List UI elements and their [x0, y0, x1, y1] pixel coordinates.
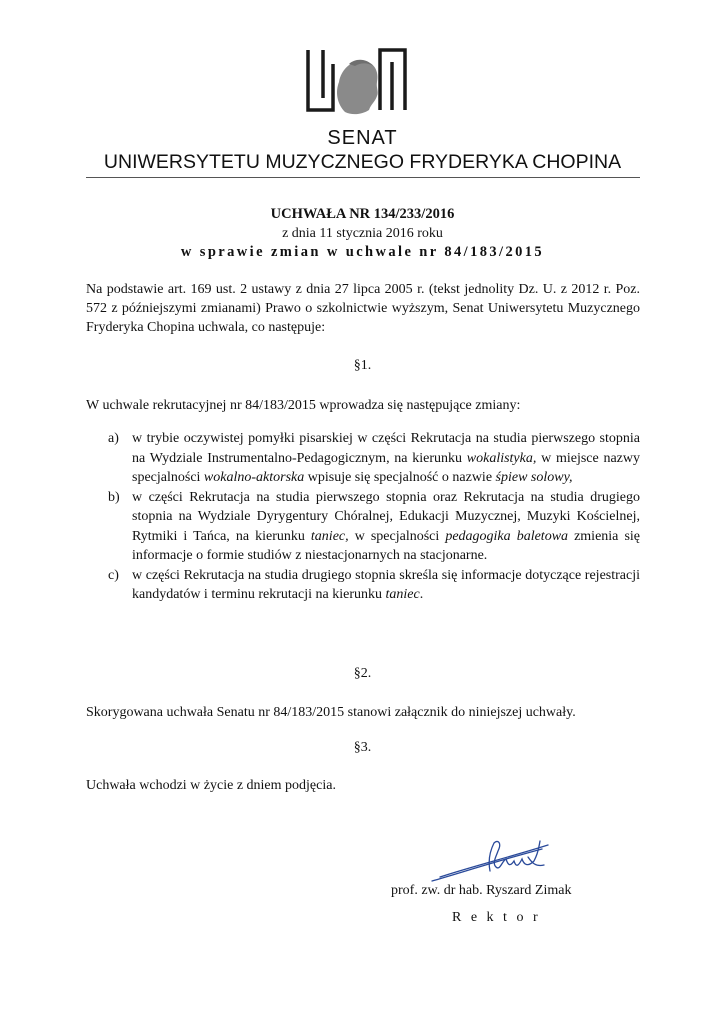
item-text: .: [419, 587, 424, 602]
handwritten-signature: [430, 837, 550, 887]
section-2-heading: §2.: [353, 666, 372, 681]
header-divider: [86, 177, 640, 178]
preamble: Na podstawie art. 169 ust. 2 ustawy z dnia 27 lipca 2005 r. (tekst jednolity Dz. U. z 2012 r. Poz. 572 z późniejszymi zmianami) Prawo o szkolnictwie wyższym, Senat Uniwersytetu Muzycznego Fryderyka Chopina uchwala, co następuje:: [86, 282, 640, 335]
resolution-title: UCHWAŁA NR 134/233/2016: [270, 206, 455, 222]
section-2-text: Skorygowana uchwała Senatu nr 84/183/2015 stanowi załącznik do niniejszej uchwały.: [86, 705, 576, 720]
list-marker: b): [108, 489, 120, 505]
university-logo: [305, 48, 408, 128]
list-item: [108, 429, 640, 488]
item-italic: wokalno-aktorska: [203, 470, 305, 485]
item-italic: śpiew solowy,: [495, 470, 573, 485]
amendments-list: [108, 429, 640, 605]
resolution-date: z dnia 11 stycznia 2016 roku: [282, 226, 443, 241]
list-marker: a): [108, 431, 119, 446]
university-name: UNIWERSYTETU MUZYCZNEGO FRYDERYKA CHOPINA: [103, 151, 622, 173]
item-text: w części Rekrutacja na studia drugiego stopnia skreśla się informacje dotyczące rejestracji kandydatów i terminu rekrutacji na kierunku: [132, 567, 640, 602]
senate-heading: SENAT: [327, 127, 398, 149]
list-item: [108, 488, 640, 566]
item-text: w specjalności: [348, 528, 446, 544]
list-marker: c): [108, 567, 119, 583]
section-3-text: Uchwała wchodzi w życie z dniem podjęcia.: [86, 778, 336, 793]
section-1-heading: §1.: [353, 358, 372, 373]
list-item: [108, 566, 640, 605]
item-text: w części Rekrutacja na studia pierwszego stopnia oraz Rekrutacja na studia drugiego stopnia na Wydziale Dyrygentury Chóralnej, Edukacji Muzycznej, Muzyki Kościelnej, Rytmiki i Tańca, na kierunku: [132, 489, 640, 544]
section-1-intro: W uchwale rekrutacyjnej nr 84/183/2015 wprowadza się następujące zmiany:: [86, 398, 521, 413]
item-italic: wokalistyka,: [466, 450, 537, 466]
item-text: w miejsce nazwy specjalności: [132, 450, 640, 485]
signer-name: prof. zw. dr hab. Ryszard Zimak: [391, 883, 572, 898]
item-text: w trybie oczywistej pomyłki pisarskiej w części Rekrutacja na studia pierwszego stopnia na Wydziale Instrumentalno-Pedagogicznym, na kierunku: [132, 431, 640, 466]
item-text: wpisuje się specjalność o nazwie: [304, 470, 496, 485]
section-3-heading: §3.: [353, 740, 372, 755]
item-italic: taniec,: [310, 528, 349, 544]
signer-role: R e k t o r: [452, 910, 541, 925]
item-italic: taniec: [385, 587, 420, 602]
item-text: zmienia się informacje o formie studiów z niestacjonarnych na stacjonarne.: [132, 528, 640, 563]
item-italic: pedagogika baletowa: [445, 528, 569, 544]
resolution-subject: w sprawie zmian w uchwale nr 84/183/2015: [180, 244, 545, 260]
